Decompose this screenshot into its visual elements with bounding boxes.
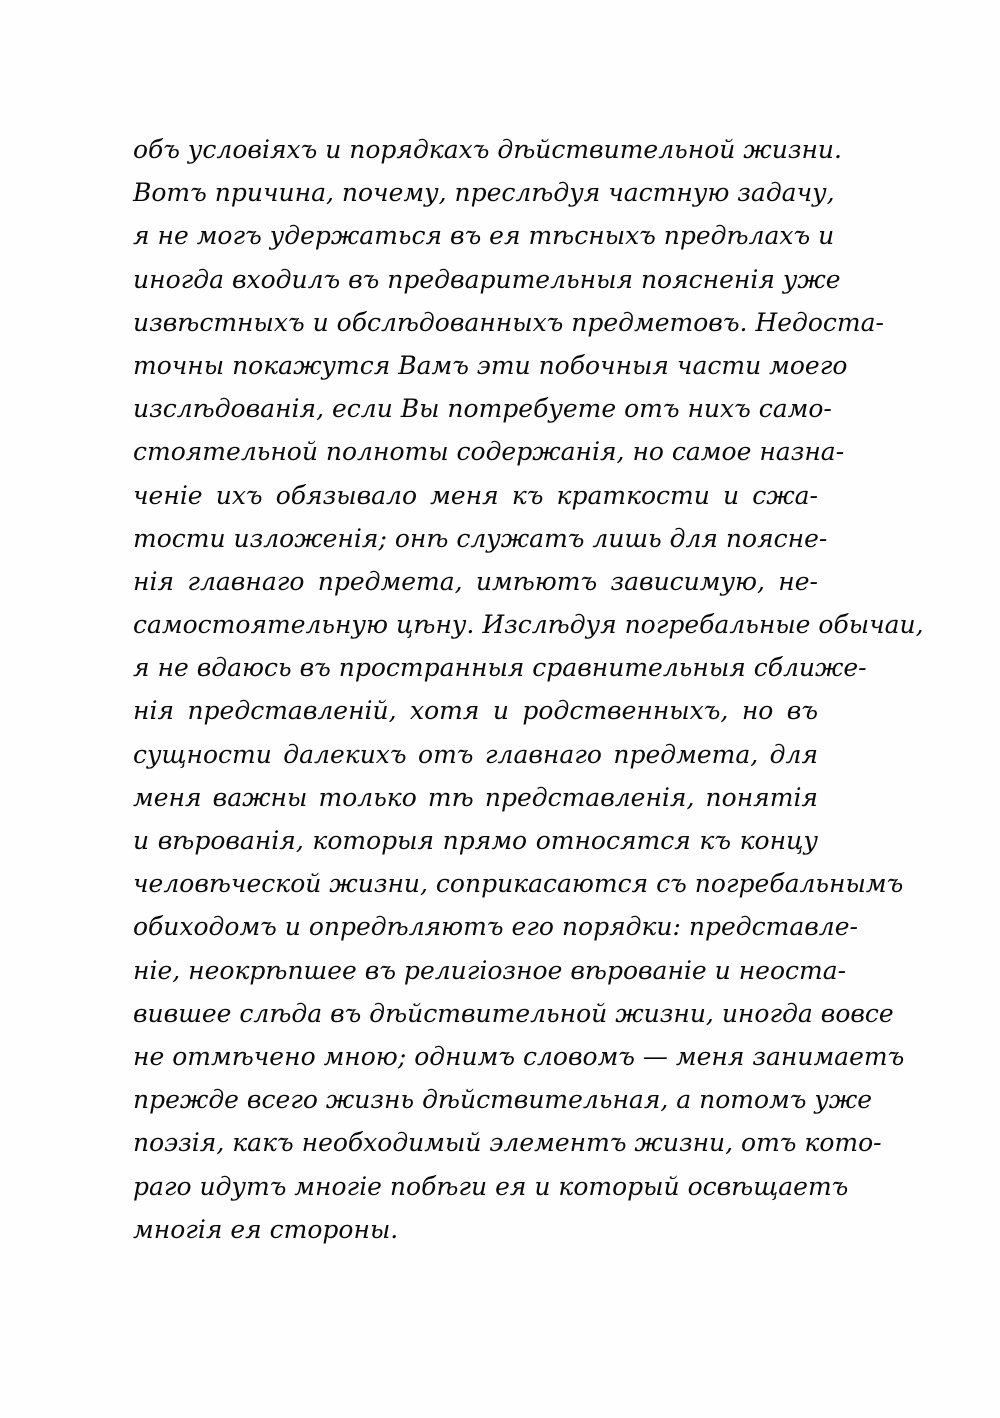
text-line: ченіе ихъ обязывало меня къ краткости и сжа- bbox=[133, 480, 818, 510]
text-line: ніе, неокрѣпшее въ религіозное вѣрованіе и неоста- bbox=[133, 955, 847, 985]
text-line: прежде всего жизнь дѣйствительная, а потомъ уже bbox=[133, 1085, 873, 1115]
text-line: нія главнаго предмета, имѣютъ зависимую, не- bbox=[133, 566, 818, 596]
text-line: иногда входилъ въ предварительныя поясненія уже bbox=[133, 264, 841, 294]
text-line: раго идутъ многіе побѣги ея и который освѣщаетъ bbox=[133, 1171, 849, 1201]
text-line: Вотъ причина, почему, преслѣдуя частную задачу, bbox=[133, 178, 835, 208]
text-line: тости изложенія; онѣ служатъ лишь для поясне- bbox=[133, 523, 828, 553]
text-line: не отмѣчено мною; однимъ словомъ — меня занимаетъ bbox=[133, 1041, 905, 1071]
text-line: сущности далекихъ отъ главнаго предмета, для bbox=[133, 739, 818, 769]
text-line: объ условіяхъ и порядкахъ дѣйствительной жизни. bbox=[133, 135, 842, 164]
text-line: и вѣрованія, которыя прямо относятся къ концу bbox=[133, 826, 818, 855]
text-line: вившее слѣда въ дѣйствительной жизни, иногда вовсе bbox=[133, 998, 894, 1028]
text-line: обиходомъ и опредѣляютъ его порядки: представле- bbox=[133, 912, 858, 942]
text-line: точны покажутся Вамъ эти побочныя части моего bbox=[133, 350, 848, 380]
text-line: нія представленій, хотя и родственныхъ, но въ bbox=[133, 696, 818, 726]
text-line: человѣческой жизни, соприкасаются съ погребальнымъ bbox=[133, 869, 904, 899]
handwritten-text-block bbox=[133, 128, 924, 1251]
text-line: изслѣдованія, если Вы потребуете отъ нихъ само- bbox=[133, 394, 832, 424]
text-line: меня важны только тѣ представленія, понятія bbox=[133, 782, 818, 812]
text-line: я не могъ удержаться въ ея тѣсныхъ предѣлахъ и bbox=[133, 221, 835, 251]
text-line-last: многія ея стороны. bbox=[133, 1214, 399, 1244]
text-line: извѣстныхъ и обслѣдованныхъ предметовъ. Недоста- bbox=[133, 307, 884, 337]
text-line: я не вдаюсь въ пространныя сравнительныя сближе- bbox=[133, 653, 867, 683]
text-line: самостоятельную цѣну. Изслѣдуя погребальные обычаи, bbox=[133, 610, 924, 640]
text-line: стоятельной полноты содержанія, но самое назна- bbox=[133, 437, 845, 467]
text-line: поэзія, какъ необходимый элементъ жизни, отъ кото- bbox=[133, 1128, 882, 1158]
